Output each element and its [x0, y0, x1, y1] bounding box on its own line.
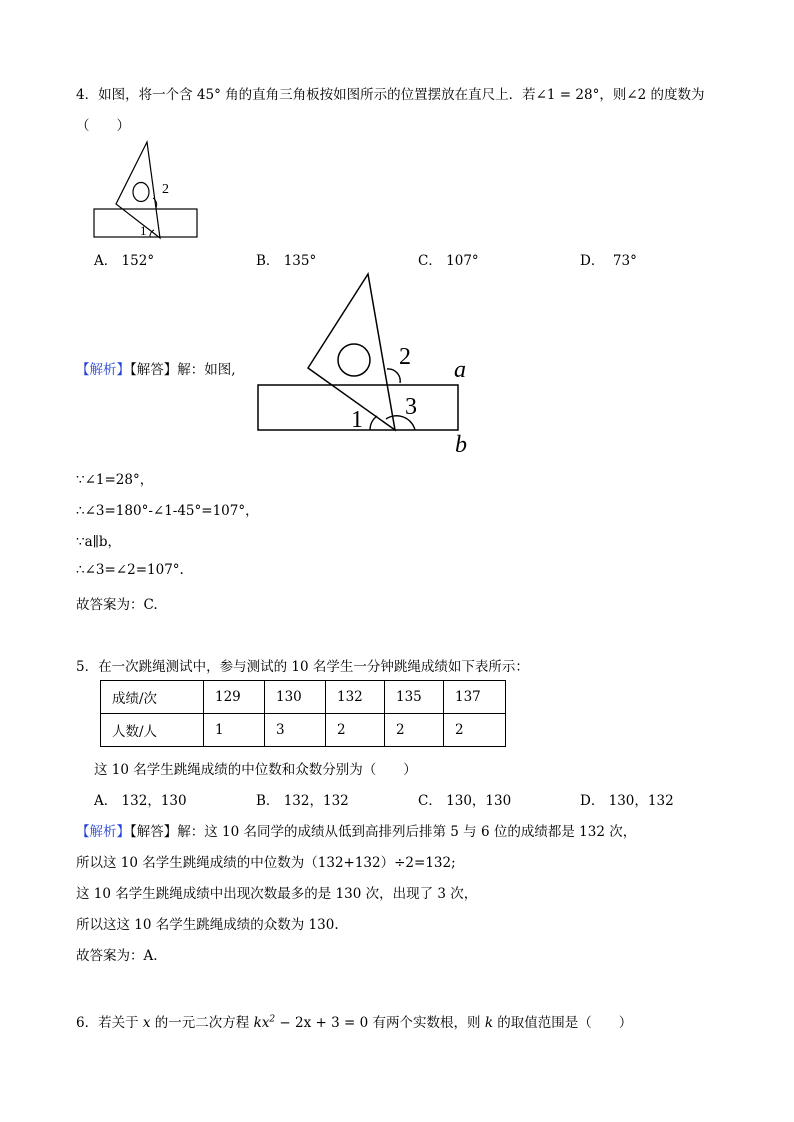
table-cell: 人数/人: [101, 714, 204, 747]
q4-stem: [76, 83, 705, 103]
q4-option-c[interactable]: [418, 249, 479, 269]
q6-var-k: k: [484, 1015, 493, 1031]
q5-analysis-header: [76, 820, 636, 840]
table-cell: 3: [265, 714, 326, 747]
label-a: a: [454, 357, 466, 383]
set-square-hole: [338, 344, 370, 376]
q5-line-1: 所以这 10 名学生跳绳成绩的中位数为（132+132）÷2=132;: [76, 855, 456, 871]
q4-analysis-header: [76, 358, 236, 378]
eq-exponent: 2: [269, 1014, 276, 1025]
q6-equation: [254, 1015, 369, 1031]
q5-option-b[interactable]: [256, 789, 349, 809]
q4-step-2: ∴∠3=180°-∠1-45°=107°，: [76, 503, 259, 519]
q5-line-3: 所以这这 10 名学生跳绳成绩的众数为 130.: [76, 917, 339, 933]
q5-line-2: 这 10 名学生跳绳成绩中出现次数最多的是 130 次，出现了 3 次，: [76, 886, 478, 902]
option-letter: A．: [94, 793, 118, 809]
option-value: 73°: [612, 253, 637, 269]
q5-number: 5．: [76, 659, 99, 675]
q4-option-a[interactable]: [94, 249, 154, 269]
q5-score-table: [100, 680, 506, 747]
q6-var-x: x: [142, 1015, 151, 1031]
q5-stem-text: 在一次跳绳测试中，参与测试的 10 名学生一分钟跳绳成绩如下表所示：: [98, 659, 529, 675]
q4-step-1: ∵∠1=28°，: [76, 472, 154, 488]
angle-1-arc: [370, 416, 377, 430]
table-cell: 2: [444, 714, 506, 747]
q4-option-d[interactable]: [580, 249, 637, 269]
analysis-tag: 【解析】: [76, 824, 130, 840]
q5-conclusion: 故答案为：A.: [76, 948, 158, 964]
q4-step-4: ∴∠3=∠2=107°.: [76, 562, 184, 578]
label-2: 2: [162, 182, 169, 197]
option-value: 152°: [121, 253, 155, 269]
answer-tag: 【解答】: [130, 824, 178, 840]
q4-number: 4．: [76, 87, 99, 103]
q6-stem: [76, 1011, 632, 1031]
label-1: 1: [351, 407, 363, 433]
table-row: [101, 681, 506, 714]
q4-analysis-figure: [250, 270, 480, 462]
label-2: 2: [399, 344, 411, 370]
q6-number: 6．: [76, 1015, 99, 1031]
q5-question: 这 10 名学生跳绳成绩的中位数和众数分别为（ ）: [94, 762, 417, 778]
label-1: 1: [140, 223, 147, 238]
table-cell: 成绩/次: [101, 681, 204, 714]
q4-option-b[interactable]: [256, 249, 316, 269]
analysis-intro: 解：如图,: [177, 362, 236, 378]
q4-conclusion: 故答案为：C.: [76, 597, 158, 613]
set-square-hole: [133, 183, 149, 202]
analysis-tag: 【解析】: [76, 362, 130, 378]
q5-stem: [76, 655, 529, 675]
q6-text: 的取值范围是（ ）: [493, 1015, 633, 1031]
table-row: [101, 714, 506, 747]
q6-text: 有两个实数根，则: [368, 1015, 485, 1031]
table-cell: 137: [444, 681, 506, 714]
label-b: b: [455, 432, 467, 458]
option-value: 107°: [446, 253, 479, 269]
q5-option-a[interactable]: [94, 789, 187, 809]
set-square: [116, 142, 160, 238]
q4-stem-text: 如图，将一个含 45° 角的直角三角板按如图所示的位置摆放在直尺上．若∠1 = 28°，则∠2 的度数为: [98, 87, 705, 103]
q6-text: 的一元二次方程: [150, 1015, 254, 1031]
option-value: 130，130: [446, 793, 512, 809]
option-letter: D．: [580, 793, 605, 809]
label-3: 3: [405, 394, 417, 420]
table-cell: 2: [326, 714, 385, 747]
q4-paren: （ ）: [76, 118, 130, 134]
angle-2-arc: [387, 369, 400, 383]
q6-text: 若关于: [98, 1015, 143, 1031]
option-value: 130，132: [608, 793, 674, 809]
q5-option-d[interactable]: [580, 789, 674, 809]
table-cell: 135: [385, 681, 444, 714]
eq-term: kx: [253, 1015, 270, 1031]
option-letter: C．: [418, 793, 442, 809]
table-cell: 130: [265, 681, 326, 714]
analysis-first-line: 解：这 10 名同学的成绩从低到高排列后排第 5 与 6 位的成绩都是 132 次，: [177, 824, 637, 840]
option-value: 132，132: [283, 793, 349, 809]
option-value: 135°: [283, 253, 317, 269]
option-letter: D．: [580, 253, 605, 269]
q4-step-3: ∵a∥b，: [76, 534, 122, 550]
answer-tag: 【解答】: [130, 362, 178, 378]
q5-option-c[interactable]: [418, 789, 511, 809]
table-cell: 132: [326, 681, 385, 714]
option-letter: A．: [94, 253, 118, 269]
table-cell: 129: [204, 681, 265, 714]
eq-rest: − 2x + 3 = 0: [275, 1015, 369, 1031]
option-letter: B．: [256, 253, 280, 269]
table-cell: 1: [204, 714, 265, 747]
q4-figure: [90, 138, 202, 240]
table-cell: 2: [385, 714, 444, 747]
option-value: 132，130: [121, 793, 187, 809]
option-letter: B．: [256, 793, 280, 809]
option-letter: C．: [418, 253, 442, 269]
